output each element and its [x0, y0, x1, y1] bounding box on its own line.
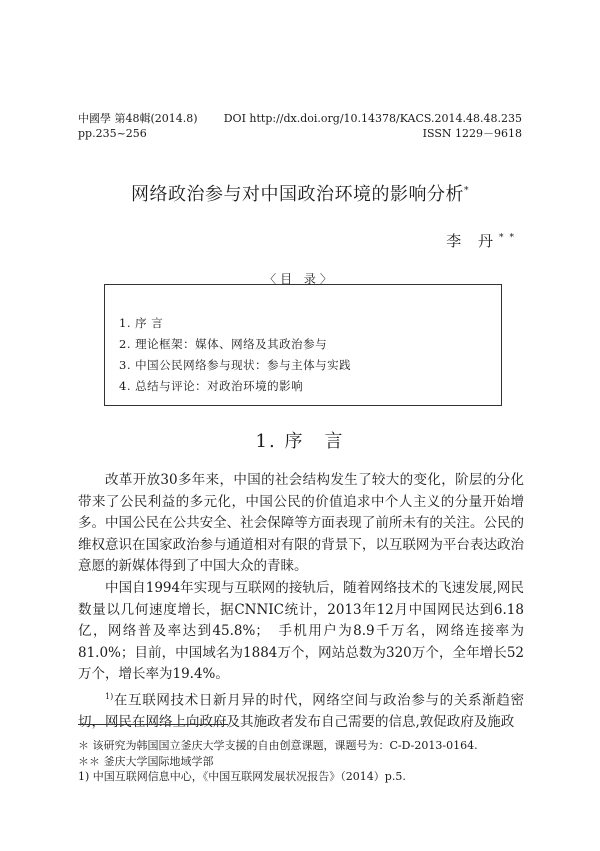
author-footnote-mark: ** — [499, 233, 520, 243]
footnote-divider — [78, 724, 228, 725]
body-text — [78, 470, 524, 734]
journal-issue: 中國學 第48輯(2014.8) — [78, 112, 198, 125]
toc-label: 〈目 录〉 — [264, 272, 336, 286]
footnotes — [78, 738, 538, 785]
paragraph: 改革开放30多年来，中国的社会结构发生了较大的变化，阶层的分化带来了公民利益的多元化，中国公民的价值追求中个人主义的分量开始增多。中国公民在公共安全、社会保障等方面表现了前所未有的关注。公民的维权意识在国家政治参与通道相对有限的背景下，以互联网为平台表达政治意愿的新媒体得到了中国大众的青睐。 — [78, 472, 524, 575]
toc-list — [119, 313, 351, 397]
title-footnote-mark: * — [464, 186, 469, 196]
author-name: 李 丹 — [446, 232, 499, 250]
paragraph-text: 在互联网技术日新月异的时代，网络空间与政治参与的关系渐趋密切，网民在网络上向政府及其施政者发布自己需要的信息,敦促政府及施政 — [78, 692, 524, 731]
author — [446, 230, 520, 251]
doi-text: DOI http://dx.doi.org/10.14378/KACS.2014.48.48.235 — [223, 112, 522, 125]
footnote: ＊＊ 釜庆大学国际地域学部 — [78, 754, 214, 768]
doi-header — [224, 111, 522, 141]
toc-item: 4. 总结与评论：对政治环境的影响 — [119, 379, 304, 393]
toc-item: 1. 序 言 — [119, 316, 164, 330]
paragraph — [78, 686, 524, 734]
footnote: 1) 中国互联网信息中心，《中国互联网发展状况报告》（2014）p.5. — [78, 770, 406, 783]
paper-title — [0, 180, 600, 206]
title-text: 网络政治参与对中国政治环境的影响分析 — [131, 184, 464, 205]
footnote: ＊ 该研究为韩国国立釜庆大学支援的自由创意课题，课题号为：C-D-2013-0164. — [78, 739, 478, 752]
paragraph: 中国自1994年实现与互联网的接轨后，随着网络技术的飞速发展,网民数量以几何速度增长，据CNNIC统计，2013年12月中国网民达到6.18亿，网络普及率达到45.8%； 手机用户为8.9千万名，网络连接率为81.0%；目前，中国域名为1884万个，网站总数为320万个，全年增长52万个，增长率为19.4%。 — [78, 579, 524, 683]
footnote-ref: 1) — [105, 691, 114, 701]
section-heading: 1. 序 言 — [255, 431, 345, 452]
journal-header — [78, 111, 198, 141]
issn-text: ISSN 1229－9618 — [422, 127, 522, 140]
toc-item: 2. 理论框架：媒体、网络及其政治参与 — [119, 337, 328, 351]
toc-item: 3. 中国公民网络参与现状：参与主体与实践 — [119, 358, 352, 372]
page-range: pp.235~256 — [78, 127, 147, 140]
